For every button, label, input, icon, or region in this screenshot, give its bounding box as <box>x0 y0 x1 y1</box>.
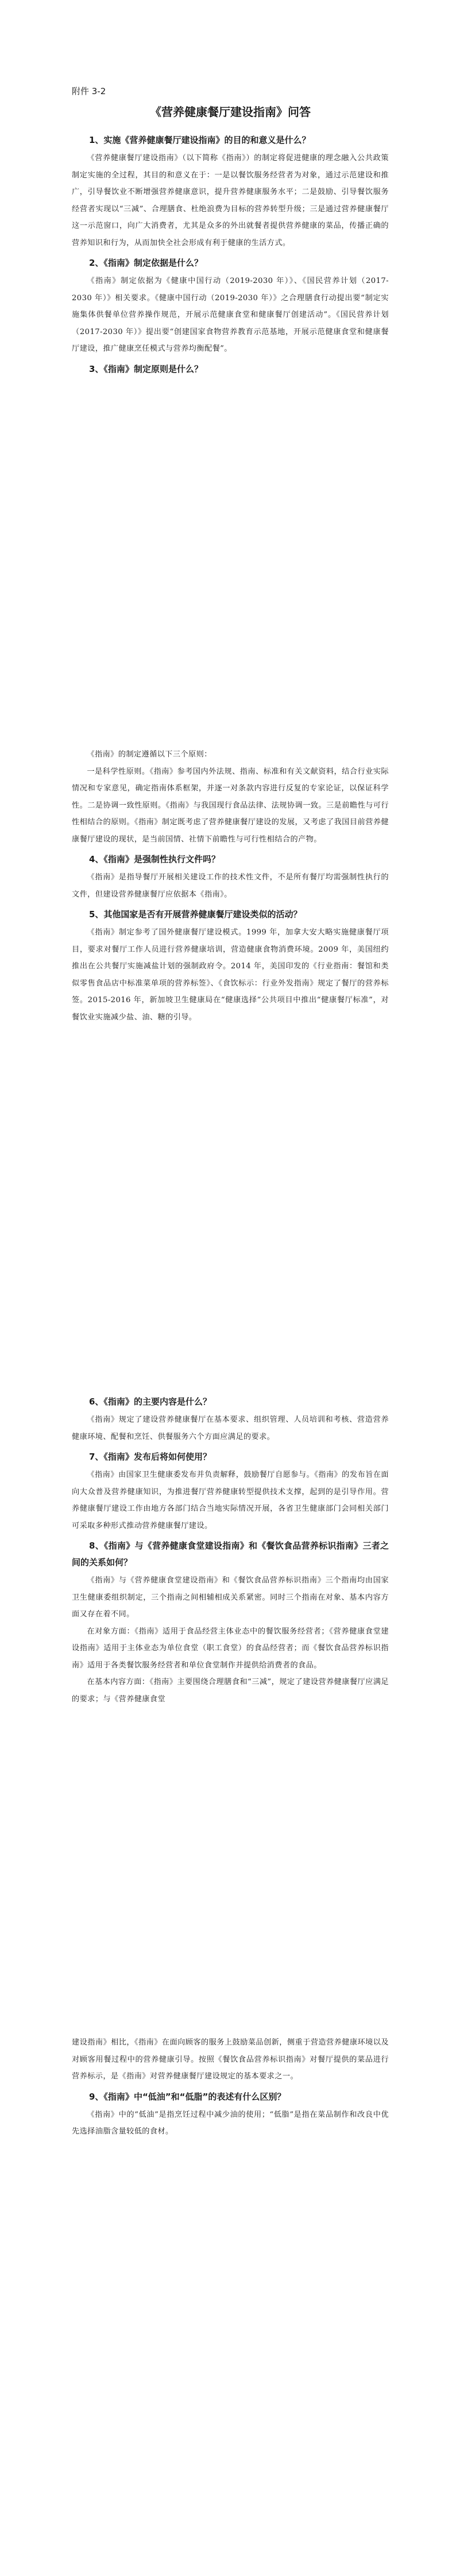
question-3: 3、《指南》制定原则是什么？ <box>89 363 203 374</box>
answer-8-continued: 建设指南》相比，《指南》在面向顾客的服务上鼓励菜品创新，侧重于营造营养健康环境以及对顾客用餐过程中的营养健康引导。按照《餐饮食品营养标识指南》对餐厅提供的菜品进行营养标示，是《指南》对营养健康餐厅建设规定的基本要求之一。 <box>72 2038 389 2081</box>
question-5: 5、其他国家是否有开展营养健康餐厅建设类似的活动？ <box>89 909 302 920</box>
page-3-content <box>72 1390 389 1708</box>
answer-3-intro: 《指南》的制定遵循以下三个原则： <box>87 750 212 759</box>
answer-4: 《指南》是指导餐厅开展相关建设工作的技术性文件，不是所有餐厅均需强制性执行的文件，但建设营养健康餐厅应依据本《指南》。 <box>72 873 389 899</box>
question-9: 9、《指南》中“低油”和“低脂”的表述有什么区别？ <box>89 2091 286 2102</box>
page-2-content <box>72 746 389 1026</box>
answer-9: 《指南》中的“低油”是指烹饪过程中减少油的使用；“低脂”是指在菜品制作和改良中优先选择油脂含量较低的食材。 <box>72 2110 389 2136</box>
question-2: 2、《指南》制定依据是什么？ <box>89 258 203 268</box>
page-4-content <box>72 2034 389 2140</box>
answer-1: 《营养健康餐厅建设指南》（以下简称《指南》）的制定将促进健康的理念融入公共政策制定实施的全过程，其目的和意义在于：一是以餐饮服务经营者为对象，通过示范建设和推广，引导餐饮业不断增强营养健康意识，提升营养健康服务水平；二是鼓励、引导餐饮服务经营者实现以“三减”、合理膳食、杜绝浪费为目标的营养转型升级；三是通过营养健康餐厅这一示范窗口，向广大消费者，尤其是众多的外出就餐者提供营养健康的菜品，传播正确的营养知识和行为，从而加快全社会形成有利于健康的生活方式。 <box>72 154 389 247</box>
answer-8-overview: 《指南》与《营养健康食堂建设指南》和《餐饮食品营养标识指南》三个指南均由国家卫生健康委组织制定，三个指南之间相辅相成关系紧密。同时三个指南在对象、基本内容方面又存在着不同。 <box>72 1576 389 1619</box>
question-7: 7、《指南》发布后将如何使用？ <box>89 1452 211 1462</box>
answer-7: 《指南》由国家卫生健康委发布并负责解释，鼓励餐厅自愿参与。《指南》的发布旨在面向大众普及营养健康知识，为推进餐厅营养健康转型提供技术支撑，起到的是引导作用。营养健康餐厅建设工作由地方各部门结合当地实际情况开展，各省卫生健康部门会同相关部门可采取多种形式推动营养健康餐厅建设。 <box>72 1471 389 1530</box>
answer-6: 《指南》规定了建设营养健康餐厅在基本要求、组织管理、人员培训和考核、营造营养健康环境、配餐和烹饪、供餐服务六个方面应满足的要求。 <box>72 1415 389 1441</box>
answer-2: 《指南》制定依据为《健康中国行动（2019-2030 年）》、《国民营养计划（2017-2030 年）》相关要求。《健康中国行动（2019-2030 年）》之合理膳食行动提出要“制定实施集体供餐单位营养操作规范，开展示范健康食堂和健康餐厅创建活动”。《国民营养计划（2017-2030 年）》提出要“创建国家食物营养教育示范基地，开展示范健康食堂和健康餐厅建设，推广健康烹任模式与营养均衡配餐”。 <box>72 277 389 353</box>
question-6: 6、《指南》的主要内容是什么？ <box>89 1396 211 1407</box>
answer-8-content: 在基本内容方面：《指南》主要围绕合理膳食和“三减”，规定了建设营养健康餐厅应满足的要求；与《营养健康食堂 <box>72 1678 389 1704</box>
question-4: 4、《指南》是强制性执行文件吗？ <box>89 854 220 864</box>
question-1: 1、实施《营养健康餐厅建设指南》的目的和意义是什么？ <box>89 135 311 145</box>
answer-8-scope: 在对象方面：《指南》适用于食品经营主体业态中的餐饮服务经营者；《营养健康食堂建设指南》适用于主体业态为单位食堂（职工食堂）的食品经营者；而《餐饮食品营养标识指南》适用于各类餐饮服务经营者和单位食堂制作并提供给消费者的食品。 <box>72 1627 389 1670</box>
document-title: 《营养健康餐厅建设指南》问答 <box>150 105 311 119</box>
attachment-label: 附件 3-2 <box>72 86 106 96</box>
page-1-content <box>72 85 389 379</box>
question-8: 8、《指南》与《营养健康食堂建设指南》和《餐饮食品营养标识指南》三者之间的关系如何？ <box>72 1541 389 1568</box>
answer-3-principles: 一是科学性原则。《指南》参考国内外法规、指南、标准和有关文献资料，结合行业实际情况和专家意见，确定指南体系框架，并逐一对条款内容进行反复的专家论证，以保证科学性。二是协调一致性原则。《指南》与我国现行食品法律、法规协调一致。三是前瞻性与可行性相结合的原则。《指南》制定既考虑了营养健康餐厅建设的发展，又考虑了我国目前营养健康餐厅建设的现状，是当前国情、社情下前瞻性与可行性相结合的产物。 <box>72 767 389 844</box>
answer-5: 《指南》制定参考了国外健康餐厅建设模式。1999 年，加拿大安大略实施健康餐厅项目，要求对餐厅工作人员进行营养健康培训，营造健康食物消费环境。2009 年，美国纽约推出在公共餐厅实施减盐计划的强制政府令。2014 年，美国印发的《行业指南：餐馆和类似零售食品店中标准菜单项的营养标签》、《食饮标示：行业外发指南》规定了餐厅的营养标签。2015-2016 年，新加坡卫生健康局在“健康选择”公共项目中推出“健康餐厅标准”，对餐饮业实施减少盐、油、糖的引导。 <box>72 928 389 1022</box>
